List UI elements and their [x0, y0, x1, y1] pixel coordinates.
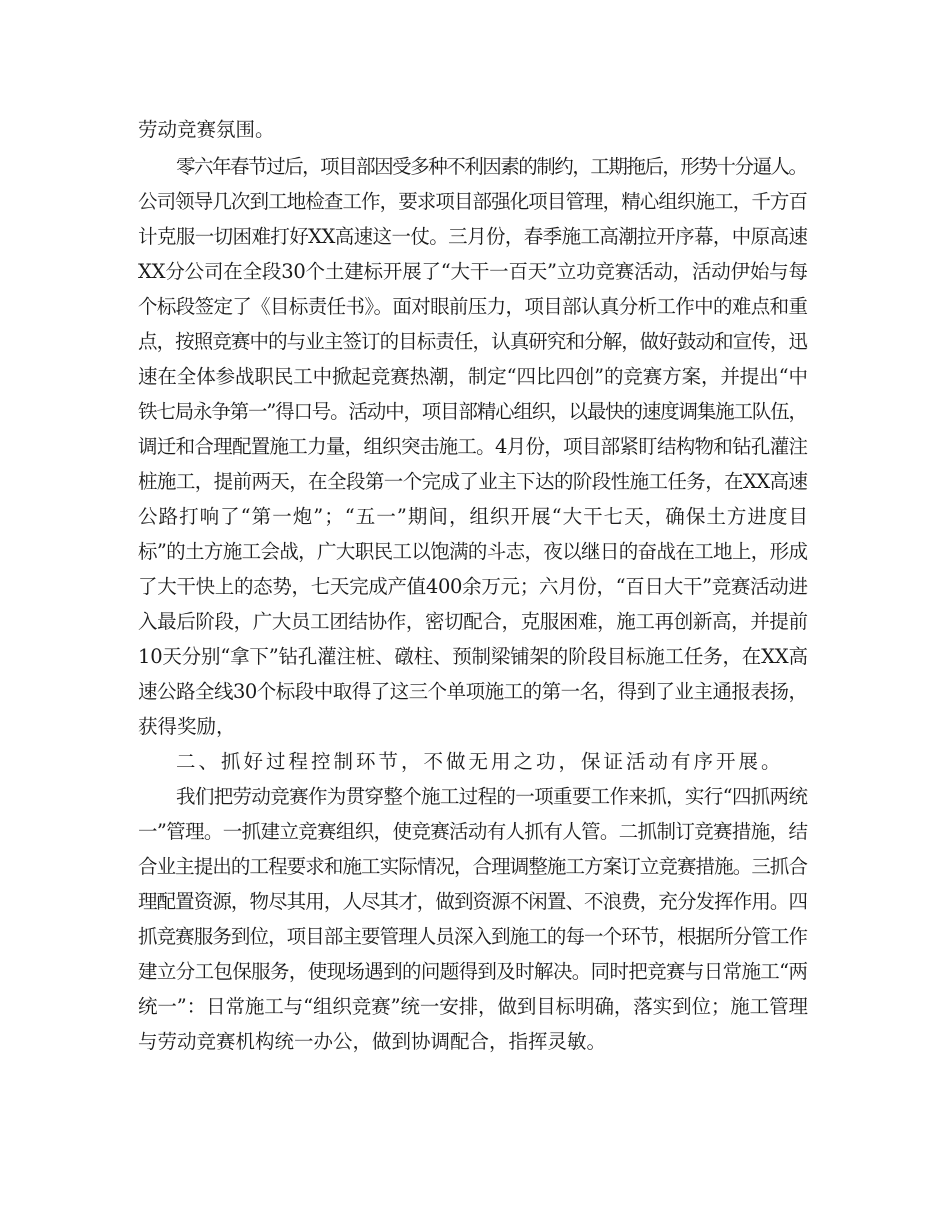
text-line: 建立分工包保服务，使现场遇到的问题得到及时解决。同时把竞赛与日常施工“两 — [138, 960, 808, 983]
text-line: XX分公司在全段30个土建标开展了“大干一百天”立功竞赛活动，活动伊始与每 — [138, 260, 808, 283]
text-line: 入最后阶段，广大员工团结协作，密切配合，克服困难，施工再创新高，并提前 — [138, 610, 808, 633]
text-line: 抓竞赛服务到位，项目部主要管理人员深入到施工的每一个环节，根据所分管工作 — [138, 925, 808, 948]
text-line: 计克服一切困难打好XX高速这一仗。三月份，春季施工高潮拉开序幕，中原高速 — [138, 225, 808, 248]
text-line: 公司领导几次到工地检查工作，要求项目部强化项目管理，精心组织施工，千方百 — [138, 190, 808, 213]
text-line: 与劳动竞赛机构统一办公，做到协调配合，指挥灵敏。 — [138, 1030, 607, 1053]
text-line: 速在全体参战职民工中掀起竞赛热潮，制定“四比四创”的竞赛方案，并提出“中 — [138, 365, 808, 388]
text-line: 劳动竞赛氛围。 — [138, 118, 275, 141]
text-line: 标”的土方施工会战，广大职民工以饱满的斗志，夜以继日的奋战在工地上，形成 — [138, 540, 808, 563]
text-line: 一”管理。一抓建立竞赛组织，使竞赛活动有人抓有人管。二抓制订竞赛措施，结 — [138, 820, 808, 843]
text-line: 调迁和合理配置施工力量，组织突击施工。4月份，项目部紧盯结构物和钻孔灌注 — [138, 435, 808, 458]
text-line: 公路打响了“第一炮”；“五一”期间，组织开展“大干七天，确保土方进度目 — [138, 505, 810, 528]
text-line: 我们把劳动竞赛作为贯穿整个施工过程的一项重要工作来抓，实行“四抓两统 — [176, 785, 808, 808]
text-line: 理配置资源，物尽其用，人尽其才，做到资源不闲置、不浪费，充分发挥作用。四 — [138, 890, 808, 913]
text-line: 统一”：日常施工与“组织竞赛”统一安排，做到目标明确，落实到位；施工管理 — [138, 995, 808, 1018]
text-line: 铁七局永争第一”得口号。活动中，项目部精心组织，以最快的速度调集施工队伍， — [138, 400, 807, 423]
text-line: 零六年春节过后，项目部因受多种不利因素的制约，工期拖后，形势十分逼人。 — [176, 155, 807, 178]
text-line: 速公路全线30个标段中取得了这三个单项施工的第一名，得到了业主通报表扬， — [138, 680, 808, 703]
text-line: 合业主提出的工程要求和施工实际情况，合理调整施工方案订立竞赛措施。三抓合 — [138, 855, 808, 878]
text-line: 个标段签定了《目标责任书》。面对眼前压力，项目部认真分析工作中的难点和重 — [138, 295, 808, 318]
section-heading: 二、抓好过程控制环节，不做无用之功，保证活动有序开展。 — [176, 750, 784, 773]
text-line: 了大干快上的态势，七天完成产值400余万元；六月份，“百日大干”竞赛活动进 — [138, 575, 808, 598]
text-line: 桩施工，提前两天，在全段第一个完成了业主下达的阶段性施工任务，在XX高速 — [138, 470, 808, 493]
text-line: 点，按照竞赛中的与业主签订的目标责任，认真研究和分解，做好鼓动和宣传，迅 — [138, 330, 808, 353]
text-line: 10天分别“拿下”钻孔灌注桩、礅柱、预制梁铺架的阶段目标施工任务，在XX高 — [138, 645, 808, 668]
text-line: 获得奖励， — [138, 715, 236, 738]
